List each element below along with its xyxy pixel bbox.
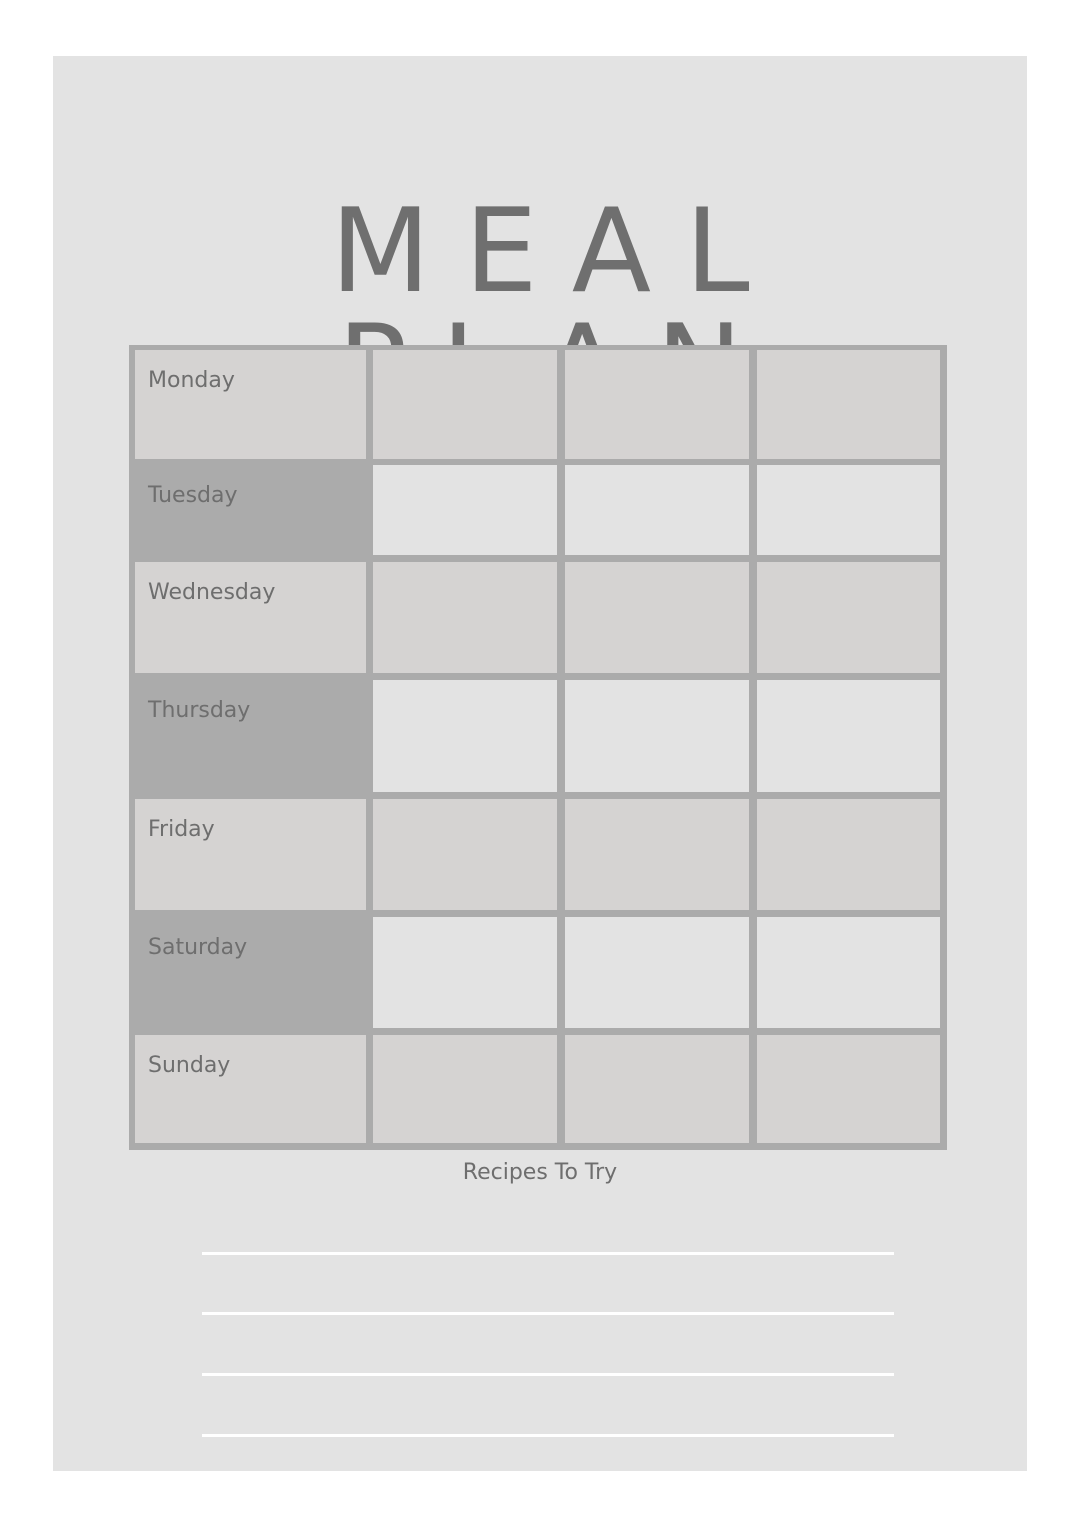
day-label: Monday	[148, 368, 235, 393]
day-cell-friday	[135, 799, 366, 910]
meal-cell-wednesday-3[interactable]	[757, 562, 940, 673]
day-cell-thursday	[135, 680, 366, 792]
recipe-line[interactable]	[202, 1373, 894, 1376]
day-label: Tuesday	[148, 483, 238, 508]
day-label: Wednesday	[148, 580, 276, 605]
meal-cell-saturday-2[interactable]	[565, 917, 749, 1028]
day-cell-saturday	[135, 917, 366, 1028]
meal-cell-tuesday-2[interactable]	[565, 465, 749, 555]
meal-cell-monday-3[interactable]	[757, 350, 940, 459]
recipe-line[interactable]	[202, 1312, 894, 1315]
day-cell-monday	[135, 350, 366, 459]
recipe-line[interactable]	[202, 1434, 894, 1437]
meal-cell-friday-1[interactable]	[373, 799, 557, 910]
day-cell-tuesday	[135, 465, 366, 555]
day-label: Thursday	[148, 698, 251, 723]
day-cell-wednesday	[135, 562, 366, 673]
day-label: Sunday	[148, 1053, 231, 1078]
recipes-to-try-label: Recipes To Try	[462, 1160, 618, 1185]
meal-cell-tuesday-3[interactable]	[757, 465, 940, 555]
day-cell-sunday	[135, 1035, 366, 1143]
meal-cell-friday-2[interactable]	[565, 799, 749, 910]
meal-cell-thursday-1[interactable]	[373, 680, 557, 792]
meal-cell-monday-1[interactable]	[373, 350, 557, 459]
meal-cell-wednesday-2[interactable]	[565, 562, 749, 673]
meal-cell-thursday-2[interactable]	[565, 680, 749, 792]
day-label: Friday	[148, 817, 215, 842]
recipe-line[interactable]	[202, 1252, 894, 1255]
meal-cell-sunday-2[interactable]	[565, 1035, 749, 1143]
meal-cell-sunday-1[interactable]	[373, 1035, 557, 1143]
meal-plan-grid	[129, 345, 947, 1150]
meal-cell-saturday-1[interactable]	[373, 917, 557, 1028]
meal-cell-monday-2[interactable]	[565, 350, 749, 459]
meal-plan-sheet	[53, 56, 1027, 1471]
meal-cell-friday-3[interactable]	[757, 799, 940, 910]
meal-cell-tuesday-1[interactable]	[373, 465, 557, 555]
meal-cell-sunday-3[interactable]	[757, 1035, 940, 1143]
meal-cell-wednesday-1[interactable]	[373, 562, 557, 673]
day-label: Saturday	[148, 935, 248, 960]
meal-cell-saturday-3[interactable]	[757, 917, 940, 1028]
page-title: MEAL	[330, 184, 784, 319]
meal-cell-thursday-3[interactable]	[757, 680, 940, 792]
